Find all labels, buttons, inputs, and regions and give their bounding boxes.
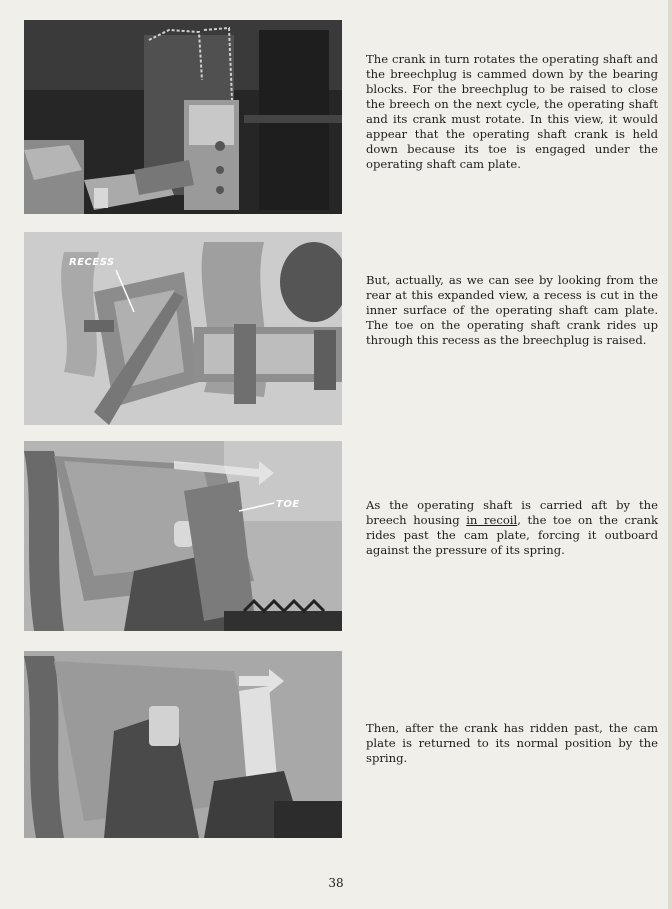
paragraph-toe-text-after: , the toe on the crank rides past the cam plate, forcing it outboard against the pressure of its spring. bbox=[366, 513, 658, 557]
paragraph-cam-plate-returned: Then, after the crank has ridden past, the cam plate is returned to its normal position by the spring. bbox=[366, 721, 658, 765]
figure-2-illustration bbox=[24, 232, 342, 425]
figure-crank-breechplug-photo bbox=[24, 20, 342, 214]
figure-recess-expanded-view-photo bbox=[24, 232, 342, 425]
figure-toe-in-recoil-photo bbox=[24, 441, 342, 631]
figure-4-illustration bbox=[24, 651, 342, 838]
in-recoil-underlined-text: in recoil bbox=[466, 513, 518, 527]
figure-cam-plate-returned-photo bbox=[24, 651, 342, 838]
page-number: 38 bbox=[328, 876, 344, 890]
figure-label-recess: RECESS bbox=[69, 257, 115, 268]
figure-1-illustration bbox=[24, 20, 342, 214]
figure-label-toe: TOE bbox=[276, 499, 300, 510]
paragraph-crank-rotates-shaft: The crank in turn rotates the operating shaft and the breechplug is cammed down by the bearing blocks. For the breechplug to be raised to close the breech on the next cycle, the operating shaft and its crank must rotate. In this view, it would appear that the operating shaft crank is held down because its toe is engaged under the operating shaft cam plate. bbox=[366, 52, 658, 171]
paragraph-toe-in-recoil bbox=[366, 498, 658, 558]
figure-3-illustration bbox=[24, 441, 342, 631]
page-gutter-edge bbox=[668, 0, 672, 909]
paragraph-toe-text-before: As the operating shaft is carried aft by the breech housing bbox=[366, 498, 658, 527]
paragraph-recess-expanded-view: But, actually, as we can see by looking from the rear at this expanded view, a recess is cut in the inner surface of the operating shaft cam plate. The toe on the operating shaft crank rides up through this recess as the breechplug is raised. bbox=[366, 273, 658, 347]
